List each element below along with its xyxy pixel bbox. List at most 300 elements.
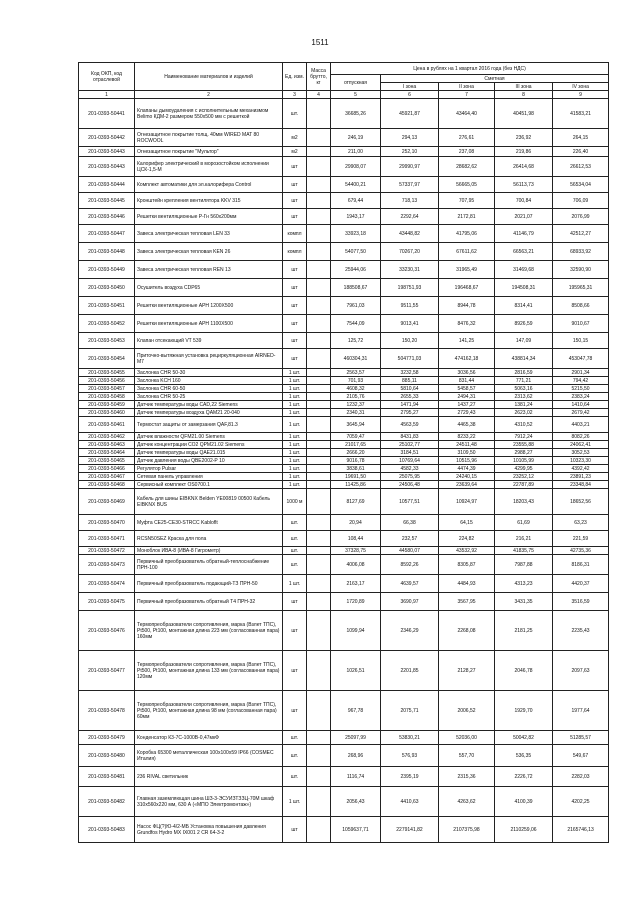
item-name: RCSN50SEZ Краска для пола	[135, 531, 283, 547]
item-code: 201-0393-50454	[79, 349, 135, 369]
zone-2-price: 2494,31	[439, 393, 495, 401]
table-row	[79, 279, 609, 297]
zone-2-price: 4465,38	[439, 417, 495, 433]
item-code: 201-0393-50458	[79, 393, 135, 401]
item-code: 201-0393-50451	[79, 297, 135, 315]
zone-3-price: 23555,88	[495, 441, 553, 449]
release-price: 246,19	[331, 129, 381, 147]
zone-1-price: 8431,83	[381, 433, 439, 441]
zone-3-price: 216,21	[495, 531, 553, 547]
zone-1-price: 8592,26	[381, 555, 439, 575]
zone-1-price: 2346,29	[381, 611, 439, 651]
zone-2-price: 3036,56	[439, 369, 495, 377]
column-number: 1	[79, 91, 135, 99]
zone-3-price: 40451,98	[495, 99, 553, 129]
table-row	[79, 449, 609, 457]
release-price: 2056,43	[331, 787, 381, 817]
item-name: Термопреобразователи сопротивления, марка (Взлет ТПС), Pt500, Pt100, монтажная длина 133 мм (согласованная пара) 120мм	[135, 651, 283, 691]
zone-3-price: 1929,70	[495, 691, 553, 731]
release-price: 1720,89	[331, 593, 381, 611]
item-code: 201-0393-50450	[79, 279, 135, 297]
item-mass	[307, 473, 331, 481]
zone-2-price: 4474,39	[439, 465, 495, 473]
zone-1-price: 2279141,82	[381, 817, 439, 843]
item-mass	[307, 691, 331, 731]
item-code: 201-0393-50457	[79, 385, 135, 393]
item-mass	[307, 481, 331, 489]
zone-4-price: 2076,99	[553, 209, 609, 225]
item-code: 201-0393-50455	[79, 369, 135, 377]
column-number: 9	[553, 91, 609, 99]
item-unit: шт	[283, 157, 307, 177]
zone-4-price: 42735,36	[553, 547, 609, 555]
column-number: 6	[381, 91, 439, 99]
item-name: Датчик температуры воздуха QAM21 20-040	[135, 409, 283, 417]
table-row	[79, 651, 609, 691]
zone-4-price: 2235,43	[553, 611, 609, 651]
table-row	[79, 409, 609, 417]
item-unit: шт	[283, 209, 307, 225]
item-mass	[307, 465, 331, 473]
zone-1-price: 9013,41	[381, 315, 439, 333]
release-price: 2563,57	[331, 369, 381, 377]
item-unit: шт.	[283, 531, 307, 547]
zone-1-price: 3690,97	[381, 593, 439, 611]
release-price: 268,96	[331, 745, 381, 767]
item-code: 201-0393-50447	[79, 225, 135, 243]
item-name: Датчик температуры воды CAD,22 Siemens	[135, 401, 283, 409]
zone-4-price: 42512,27	[553, 225, 609, 243]
item-unit: шт.	[283, 731, 307, 745]
zone-4-price: 56534,04	[553, 177, 609, 193]
zone-2-price: 64,15	[439, 515, 495, 531]
zone-1-price: 43448,82	[381, 225, 439, 243]
zone-2-price: 24511,48	[439, 441, 495, 449]
release-price: 20,94	[331, 515, 381, 531]
item-unit: шт.	[283, 555, 307, 575]
item-code: 201-0393-50471	[79, 531, 135, 547]
zone-1-price: 718,13	[381, 193, 439, 209]
item-mass	[307, 369, 331, 377]
item-code: 201-0393-50456	[79, 377, 135, 385]
table-row	[79, 433, 609, 441]
zone-2-price: 2268,08	[439, 611, 495, 651]
zone-3-price: 41835,75	[495, 547, 553, 555]
release-price: 2163,17	[331, 575, 381, 593]
zone-2-price: 276,61	[439, 129, 495, 147]
table-row	[79, 297, 609, 315]
zone-3-price: 4299,95	[495, 465, 553, 473]
item-code: 201-0393-50476	[79, 611, 135, 651]
zone-2-price: 31965,49	[439, 261, 495, 279]
item-code: 201-0393-50442	[79, 129, 135, 147]
item-mass	[307, 147, 331, 157]
item-name: Заслонка KCH 160	[135, 377, 283, 385]
item-unit: 1 шт.	[283, 465, 307, 473]
zone-2-price: 3567,95	[439, 593, 495, 611]
item-name: Сервисный комплект OS0700.1	[135, 481, 283, 489]
zone-4-price: 26612,53	[553, 157, 609, 177]
release-price: 967,78	[331, 691, 381, 731]
item-mass	[307, 731, 331, 745]
zone-4-price: 4420,37	[553, 575, 609, 593]
item-mass	[307, 531, 331, 547]
zone-1-price: 504771,03	[381, 349, 439, 369]
item-unit: шт	[283, 193, 307, 209]
zone-4-price: 51285,57	[553, 731, 609, 745]
zone-2-price: 2315,36	[439, 767, 495, 787]
item-unit: шт	[283, 651, 307, 691]
zone-3-price: 23252,12	[495, 473, 553, 481]
item-code: 201-0393-50483	[79, 817, 135, 843]
zone-2-price: 10515,96	[439, 457, 495, 465]
table-row	[79, 243, 609, 261]
item-mass	[307, 225, 331, 243]
release-price: 2666,20	[331, 449, 381, 457]
release-price: 125,72	[331, 333, 381, 349]
release-price: 33923,18	[331, 225, 381, 243]
zone-2-price: 2006,52	[439, 691, 495, 731]
item-name: Главная заземляющая шина ШЗ-3-ЭСУИЗТЗЗЦ-70М шкаф 310х560х220 мм, 630 А («МПО Электромонтаж»)	[135, 787, 283, 817]
item-name: Конденсатор К3-7С-1000В-0,47мкФ	[135, 731, 283, 745]
zone-4-price: 3516,59	[553, 593, 609, 611]
table-row	[79, 417, 609, 433]
item-mass	[307, 99, 331, 129]
item-mass	[307, 817, 331, 843]
item-mass	[307, 433, 331, 441]
zone-4-price: 226,40	[553, 147, 609, 157]
item-unit: шт	[283, 333, 307, 349]
zone-4-price: 150,15	[553, 333, 609, 349]
zone-3-price: 4100,39	[495, 787, 553, 817]
item-unit: шт	[283, 315, 307, 333]
zone-1-price: 25075,95	[381, 473, 439, 481]
zone-2-price: 2172,81	[439, 209, 495, 225]
item-unit: 1 шт.	[283, 481, 307, 489]
item-unit: шт	[283, 691, 307, 731]
table-row	[79, 333, 609, 349]
item-unit: 1 шт.	[283, 575, 307, 593]
item-mass	[307, 409, 331, 417]
item-name: Решетки вентиляционные АРН 1200Х500	[135, 297, 283, 315]
zone-3-price: 236,92	[495, 129, 553, 147]
zone-1-price: 885,11	[381, 377, 439, 385]
zone-1-price: 2795,27	[381, 409, 439, 417]
release-price: 701,93	[331, 377, 381, 385]
zone-1-price: 70267,20	[381, 243, 439, 261]
zone-4-price: 18652,56	[553, 489, 609, 515]
zone-4-price: 3052,53	[553, 449, 609, 457]
release-price: 21017,65	[331, 441, 381, 449]
item-code: 201-0393-50472	[79, 547, 135, 555]
item-mass	[307, 651, 331, 691]
zone-1-price: 150,20	[381, 333, 439, 349]
zone-2-price: 10924,97	[439, 489, 495, 515]
zone-4-price: 794,42	[553, 377, 609, 385]
item-mass	[307, 575, 331, 593]
zone-3-price: 41146,79	[495, 225, 553, 243]
table-row	[79, 817, 609, 843]
zone-4-price: 32590,90	[553, 261, 609, 279]
table-row	[79, 691, 609, 731]
zone-1-price: 2655,33	[381, 393, 439, 401]
release-price: 1059637,71	[331, 817, 381, 843]
item-name: Огнезащитное покрытие толщ. 40мм WIRED MAT 80 ROCWOOL	[135, 129, 283, 147]
release-price: 54077,50	[331, 243, 381, 261]
item-mass	[307, 315, 331, 333]
table-row	[79, 315, 609, 333]
item-mass	[307, 441, 331, 449]
zone-1-price: 44580,07	[381, 547, 439, 555]
item-unit: шт	[283, 593, 307, 611]
zone-3-price: 2988,27	[495, 449, 553, 457]
zone-1-price: 1471,94	[381, 401, 439, 409]
table-row	[79, 489, 609, 515]
item-name: Комплект автоматики для эл.калорифера Control	[135, 177, 283, 193]
table-row	[79, 209, 609, 225]
zone-2-price: 23639,64	[439, 481, 495, 489]
zone-3-price: 771,21	[495, 377, 553, 385]
item-name: Датчик концентрации СО2 QPM21.02 Siemens	[135, 441, 283, 449]
table-body	[79, 99, 609, 843]
zone-2-price: 8944,78	[439, 297, 495, 315]
zone-1-price: 33230,31	[381, 261, 439, 279]
release-price: 11425,86	[331, 481, 381, 489]
item-code: 201-0393-50446	[79, 209, 135, 225]
zone-2-price: 41795,06	[439, 225, 495, 243]
item-code: 201-0393-50452	[79, 315, 135, 333]
item-mass	[307, 261, 331, 279]
release-price: 108,44	[331, 531, 381, 547]
release-price: 460304,31	[331, 349, 381, 369]
zone-4-price: 5215,50	[553, 385, 609, 393]
item-unit: 1 шт.	[283, 473, 307, 481]
item-unit: шт	[283, 261, 307, 279]
item-code: 201-0393-50475	[79, 593, 135, 611]
item-code: 201-0393-50481	[79, 767, 135, 787]
zone-4-price: 23348,84	[553, 481, 609, 489]
item-mass	[307, 385, 331, 393]
table-row	[79, 129, 609, 147]
zone-2-price: 24240,15	[439, 473, 495, 481]
zone-3-price: 2623,02	[495, 409, 553, 417]
header-zone-1: I зона	[381, 83, 439, 91]
zone-1-price: 53830,21	[381, 731, 439, 745]
item-code: 201-0393-50479	[79, 731, 135, 745]
zone-1-price: 24506,48	[381, 481, 439, 489]
item-code: 201-0393-50480	[79, 745, 135, 767]
header-code: Код ОКП, код отраслевой	[79, 63, 135, 91]
zone-1-price: 9511,55	[381, 297, 439, 315]
item-name: Решетки вентиляционные АРН 1100Х500	[135, 315, 283, 333]
zone-3-price: 147,09	[495, 333, 553, 349]
item-mass	[307, 177, 331, 193]
item-name: Термостат защиты от замерзания QAF,81.3	[135, 417, 283, 433]
item-name: Завеса электрическая тепловая LEN 33	[135, 225, 283, 243]
item-name: Муфта СЕ25-СЕ30-STRCC Kabloflt	[135, 515, 283, 531]
item-unit: шт.	[283, 547, 307, 555]
table-row	[79, 481, 609, 489]
zone-1-price: 576,93	[381, 745, 439, 767]
zone-4-price: 453047,78	[553, 349, 609, 369]
zone-4-price: 41583,21	[553, 99, 609, 129]
zone-2-price: 1437,27	[439, 401, 495, 409]
release-price: 4608,32	[331, 385, 381, 393]
zone-4-price: 706,09	[553, 193, 609, 209]
item-code: 201-0393-50469	[79, 489, 135, 515]
item-code: 201-0393-50461	[79, 417, 135, 433]
zone-1-price: 294,13	[381, 129, 439, 147]
zone-4-price: 8186,31	[553, 555, 609, 575]
table-row	[79, 369, 609, 377]
zone-2-price: 28682,62	[439, 157, 495, 177]
zone-3-price: 536,35	[495, 745, 553, 767]
zone-2-price: 4263,62	[439, 787, 495, 817]
zone-1-price: 57337,97	[381, 177, 439, 193]
zone-1-price: 2201,85	[381, 651, 439, 691]
zone-3-price: 219,86	[495, 147, 553, 157]
release-price: 1232,37	[331, 401, 381, 409]
item-unit: шт	[283, 817, 307, 843]
table-row	[79, 593, 609, 611]
table-row	[79, 99, 609, 129]
zone-2-price: 5458,57	[439, 385, 495, 393]
item-unit: 1 шт.	[283, 441, 307, 449]
item-code: 201-0393-50478	[79, 691, 135, 731]
item-name: Завеса электрическая тепловая REN 13	[135, 261, 283, 279]
item-code: 201-0393-50453	[79, 333, 135, 349]
table-row	[79, 401, 609, 409]
item-name: Моноблок ИВА-8 (ИВА-8 Гигрометр)	[135, 547, 283, 555]
item-unit: шт	[283, 297, 307, 315]
zone-4-price: 8508,66	[553, 297, 609, 315]
header-zone-2: II зона	[439, 83, 495, 91]
zone-3-price: 22787,89	[495, 481, 553, 489]
release-price: 3838,61	[331, 465, 381, 473]
item-name: Термопреобразователи сопротивления, марка (Взлет ТПС), Pt500, Pt100, монтажная длина 98 мм (согласованная пара) 60мм	[135, 691, 283, 731]
zone-2-price: 8476,32	[439, 315, 495, 333]
column-number: 5	[331, 91, 381, 99]
zone-3-price: 56113,73	[495, 177, 553, 193]
zone-2-price: 2107375,98	[439, 817, 495, 843]
release-price: 36685,26	[331, 99, 381, 129]
zone-3-price: 2021,07	[495, 209, 553, 225]
item-unit: шт.	[283, 515, 307, 531]
zone-4-price: 4403,21	[553, 417, 609, 433]
zone-3-price: 1381,24	[495, 401, 553, 409]
zone-1-price: 4410,63	[381, 787, 439, 817]
zone-2-price: 8233,22	[439, 433, 495, 441]
zone-1-price: 29990,97	[381, 157, 439, 177]
table-row	[79, 441, 609, 449]
table-row	[79, 225, 609, 243]
release-price: 7961,03	[331, 297, 381, 315]
table-row	[79, 515, 609, 531]
item-mass	[307, 129, 331, 147]
zone-1-price: 3232,58	[381, 369, 439, 377]
item-name: Приточно-вытяжная установка рециркуляционная AIRNED-M7	[135, 349, 283, 369]
zone-4-price: 195965,31	[553, 279, 609, 297]
zone-3-price: 50042,82	[495, 731, 553, 745]
release-price: 3645,94	[331, 417, 381, 433]
zone-3-price: 66563,21	[495, 243, 553, 261]
table-row	[79, 547, 609, 555]
item-code: 201-0393-50449	[79, 261, 135, 279]
item-name: Датчик влажности QFM21.00 Siemens	[135, 433, 283, 441]
zone-4-price: 63,23	[553, 515, 609, 531]
item-name: Регулятор Pulsar	[135, 465, 283, 473]
zone-3-price: 61,69	[495, 515, 553, 531]
zone-4-price: 1977,64	[553, 691, 609, 731]
item-code: 201-0393-50448	[79, 243, 135, 261]
zone-3-price: 194508,31	[495, 279, 553, 297]
table-row	[79, 377, 609, 385]
table-row	[79, 767, 609, 787]
item-unit: 1 шт.	[283, 385, 307, 393]
zone-3-price: 18203,43	[495, 489, 553, 515]
table-row	[79, 147, 609, 157]
item-code: 201-0393-50445	[79, 193, 135, 209]
item-unit: шт.	[283, 99, 307, 129]
item-mass	[307, 193, 331, 209]
item-unit: м2	[283, 147, 307, 157]
zone-1-price: 4563,59	[381, 417, 439, 433]
price-table	[78, 62, 609, 843]
zone-2-price: 2729,43	[439, 409, 495, 417]
zone-4-price: 2901,34	[553, 369, 609, 377]
item-mass	[307, 349, 331, 369]
item-name: Датчик давления воды QBE2002-P 10	[135, 457, 283, 465]
release-price: 1026,51	[331, 651, 381, 691]
item-unit: 1 шт.	[283, 417, 307, 433]
item-mass	[307, 745, 331, 767]
item-unit: компл	[283, 225, 307, 243]
header-release-price: отпускная	[331, 75, 381, 91]
header-estimate-price: Сметная	[381, 75, 609, 83]
item-name: Первичный преобразователь подающий-ТЗ ПРН-50	[135, 575, 283, 593]
item-name: Датчик температуры воды QAE21.015	[135, 449, 283, 457]
item-unit: 1 шт.	[283, 393, 307, 401]
item-code: 201-0393-50477	[79, 651, 135, 691]
release-price: 7544,09	[331, 315, 381, 333]
item-name: Кронштейн крепления вентилятора KKV 315	[135, 193, 283, 209]
item-mass	[307, 515, 331, 531]
zone-3-price: 7987,88	[495, 555, 553, 575]
item-mass	[307, 333, 331, 349]
header-zone-4: IV зона	[553, 83, 609, 91]
item-unit: 1 шт.	[283, 369, 307, 377]
table-row	[79, 555, 609, 575]
zone-4-price: 2097,63	[553, 651, 609, 691]
item-unit: шт	[283, 349, 307, 369]
item-name: Калорифер электрический в морозостойком исполнении ЦСК-1,5-М	[135, 157, 283, 177]
item-mass	[307, 393, 331, 401]
release-price: 188508,67	[331, 279, 381, 297]
zone-3-price: 10105,99	[495, 457, 553, 465]
item-mass	[307, 611, 331, 651]
zone-2-price: 8305,87	[439, 555, 495, 575]
zone-3-price: 26414,68	[495, 157, 553, 177]
item-name: Коробка 65300 металлическая 100х100х59 IP66 (COSMEC Италия)	[135, 745, 283, 767]
item-name: Термопреобразователи сопротивления, марка (Взлет ТПС), Pt500, Pt100, монтажная длина 223 мм (согласованная пара) 160мм	[135, 611, 283, 651]
header-zone-3: III зона	[495, 83, 553, 91]
release-price: 8127,69	[331, 489, 381, 515]
item-unit: м2	[283, 129, 307, 147]
item-unit: 1 шт.	[283, 787, 307, 817]
release-price: 25097,99	[331, 731, 381, 745]
zone-2-price: 4484,93	[439, 575, 495, 593]
zone-2-price: 43464,40	[439, 99, 495, 129]
